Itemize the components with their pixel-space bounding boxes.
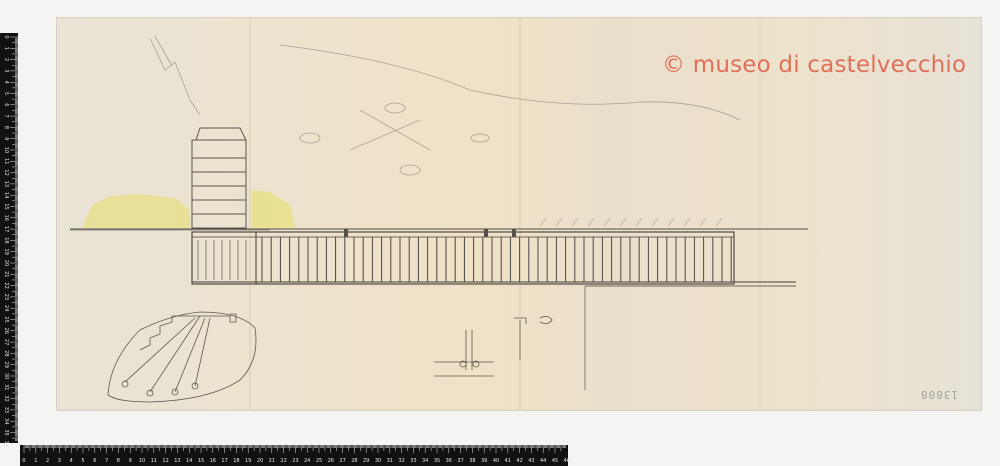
ruler-label: 25 [3,316,9,323]
ruler-label: 4 [3,80,9,84]
ruler-label: 0 [22,458,26,464]
ruler-label: 17 [221,458,228,464]
ruler-label: 21 [3,271,9,278]
ruler-label: 18 [3,237,9,244]
ruler-label: 29 [363,458,370,464]
ruler-label: 18 [233,458,240,464]
ruler-label: 29 [3,361,9,368]
ruler-label: 11 [150,458,157,464]
ruler-label: 1 [34,458,38,464]
ruler-label: 31 [3,384,9,391]
ruler-label: 19 [3,248,9,255]
ruler-label: 11 [3,158,9,165]
ruler-label: 36 [3,440,9,447]
ruler-label: 27 [339,458,346,464]
ruler-label: 5 [81,458,85,464]
ruler-label: 22 [3,282,9,289]
ruler-label: 35 [3,429,9,436]
yellow-shading [82,190,295,228]
ruler-label: 4 [69,458,73,464]
ruler-label: 7 [3,114,9,118]
ruler-label: 19 [245,458,252,464]
ruler-label: 34 [422,458,429,464]
ruler-label: 2 [3,58,9,62]
scale-ruler-bottom [20,445,568,466]
ruler-label: 26 [327,458,334,464]
ruler-label: 45 [551,458,559,464]
ruler-label: 10 [3,146,9,154]
ruler-label: 40 [492,458,500,464]
ruler-label: 26 [3,327,9,334]
ruler-label: 43 [528,458,535,464]
ruler-label: 13 [174,458,181,464]
museum-watermark: © museo di castelvecchio [662,52,967,78]
ruler-label: 15 [3,203,9,210]
ruler-label: 23 [3,293,9,301]
ruler-label: 22 [280,458,287,464]
ruler-label: 44 [540,458,547,464]
ruler-label: 30 [374,458,382,464]
ruler-label: 23 [292,458,299,464]
ruler-label: 12 [162,458,169,464]
ruler-label: 28 [3,350,9,357]
ruler-label: 8 [116,458,120,464]
ruler-label: 3 [3,69,9,73]
ruler-label: 7 [105,458,109,464]
ruler-label: 39 [481,458,488,464]
railing-elevation [192,232,796,390]
ruler-label: 41 [504,458,511,464]
ruler-label: 5 [3,91,9,96]
ruler-label: 32 [398,458,405,464]
ruler-label: 25 [315,458,323,464]
ruler-label: 21 [268,458,275,464]
ruler-label: 16 [209,458,216,464]
ruler-label: 35 [433,458,441,464]
ruler-label: 6 [3,103,9,107]
ruler-label: 9 [128,458,132,464]
ruler-label: 1 [3,46,9,50]
ruler-label: 8 [3,125,9,129]
ruler-label: 37 [457,458,464,464]
ruler-label: 14 [186,458,193,464]
ruler-label: 13 [3,180,9,188]
ruler-label: 20 [256,458,264,464]
ruler-label: 20 [3,259,9,267]
ruler-label: 34 [3,418,9,425]
ruler-label: 28 [351,458,358,464]
archive-number-stamp: 13808 [920,388,959,401]
ruler-label: 38 [469,458,476,464]
ruler-label: 33 [410,458,417,464]
scale-ruler-left [0,33,18,447]
ruler-label: 2 [46,458,50,464]
ruler-label: 12 [3,169,9,176]
ruler-label: 6 [93,458,97,464]
ruler-label: 9 [3,137,9,141]
ruler-label: 15 [197,458,205,464]
ruler-label: 16 [3,214,9,221]
ruler-label: 33 [3,406,9,414]
ruler-label: 30 [3,372,9,380]
ruler-label: 17 [3,225,9,233]
ruler-label: 0 [3,35,9,39]
ruler-label: 32 [3,395,9,402]
ruler-label: 14 [3,192,9,199]
ruler-label: 46 [563,458,570,464]
ruler-label: 24 [304,458,311,464]
ruler-label: 24 [3,305,9,312]
ruler-label: 42 [516,458,523,464]
ruler-label: 3 [57,458,61,464]
ruler-label: 27 [3,338,9,346]
ruler-label: 36 [445,458,452,464]
ruler-label: 10 [138,458,146,464]
ruler-label: 31 [386,458,393,464]
